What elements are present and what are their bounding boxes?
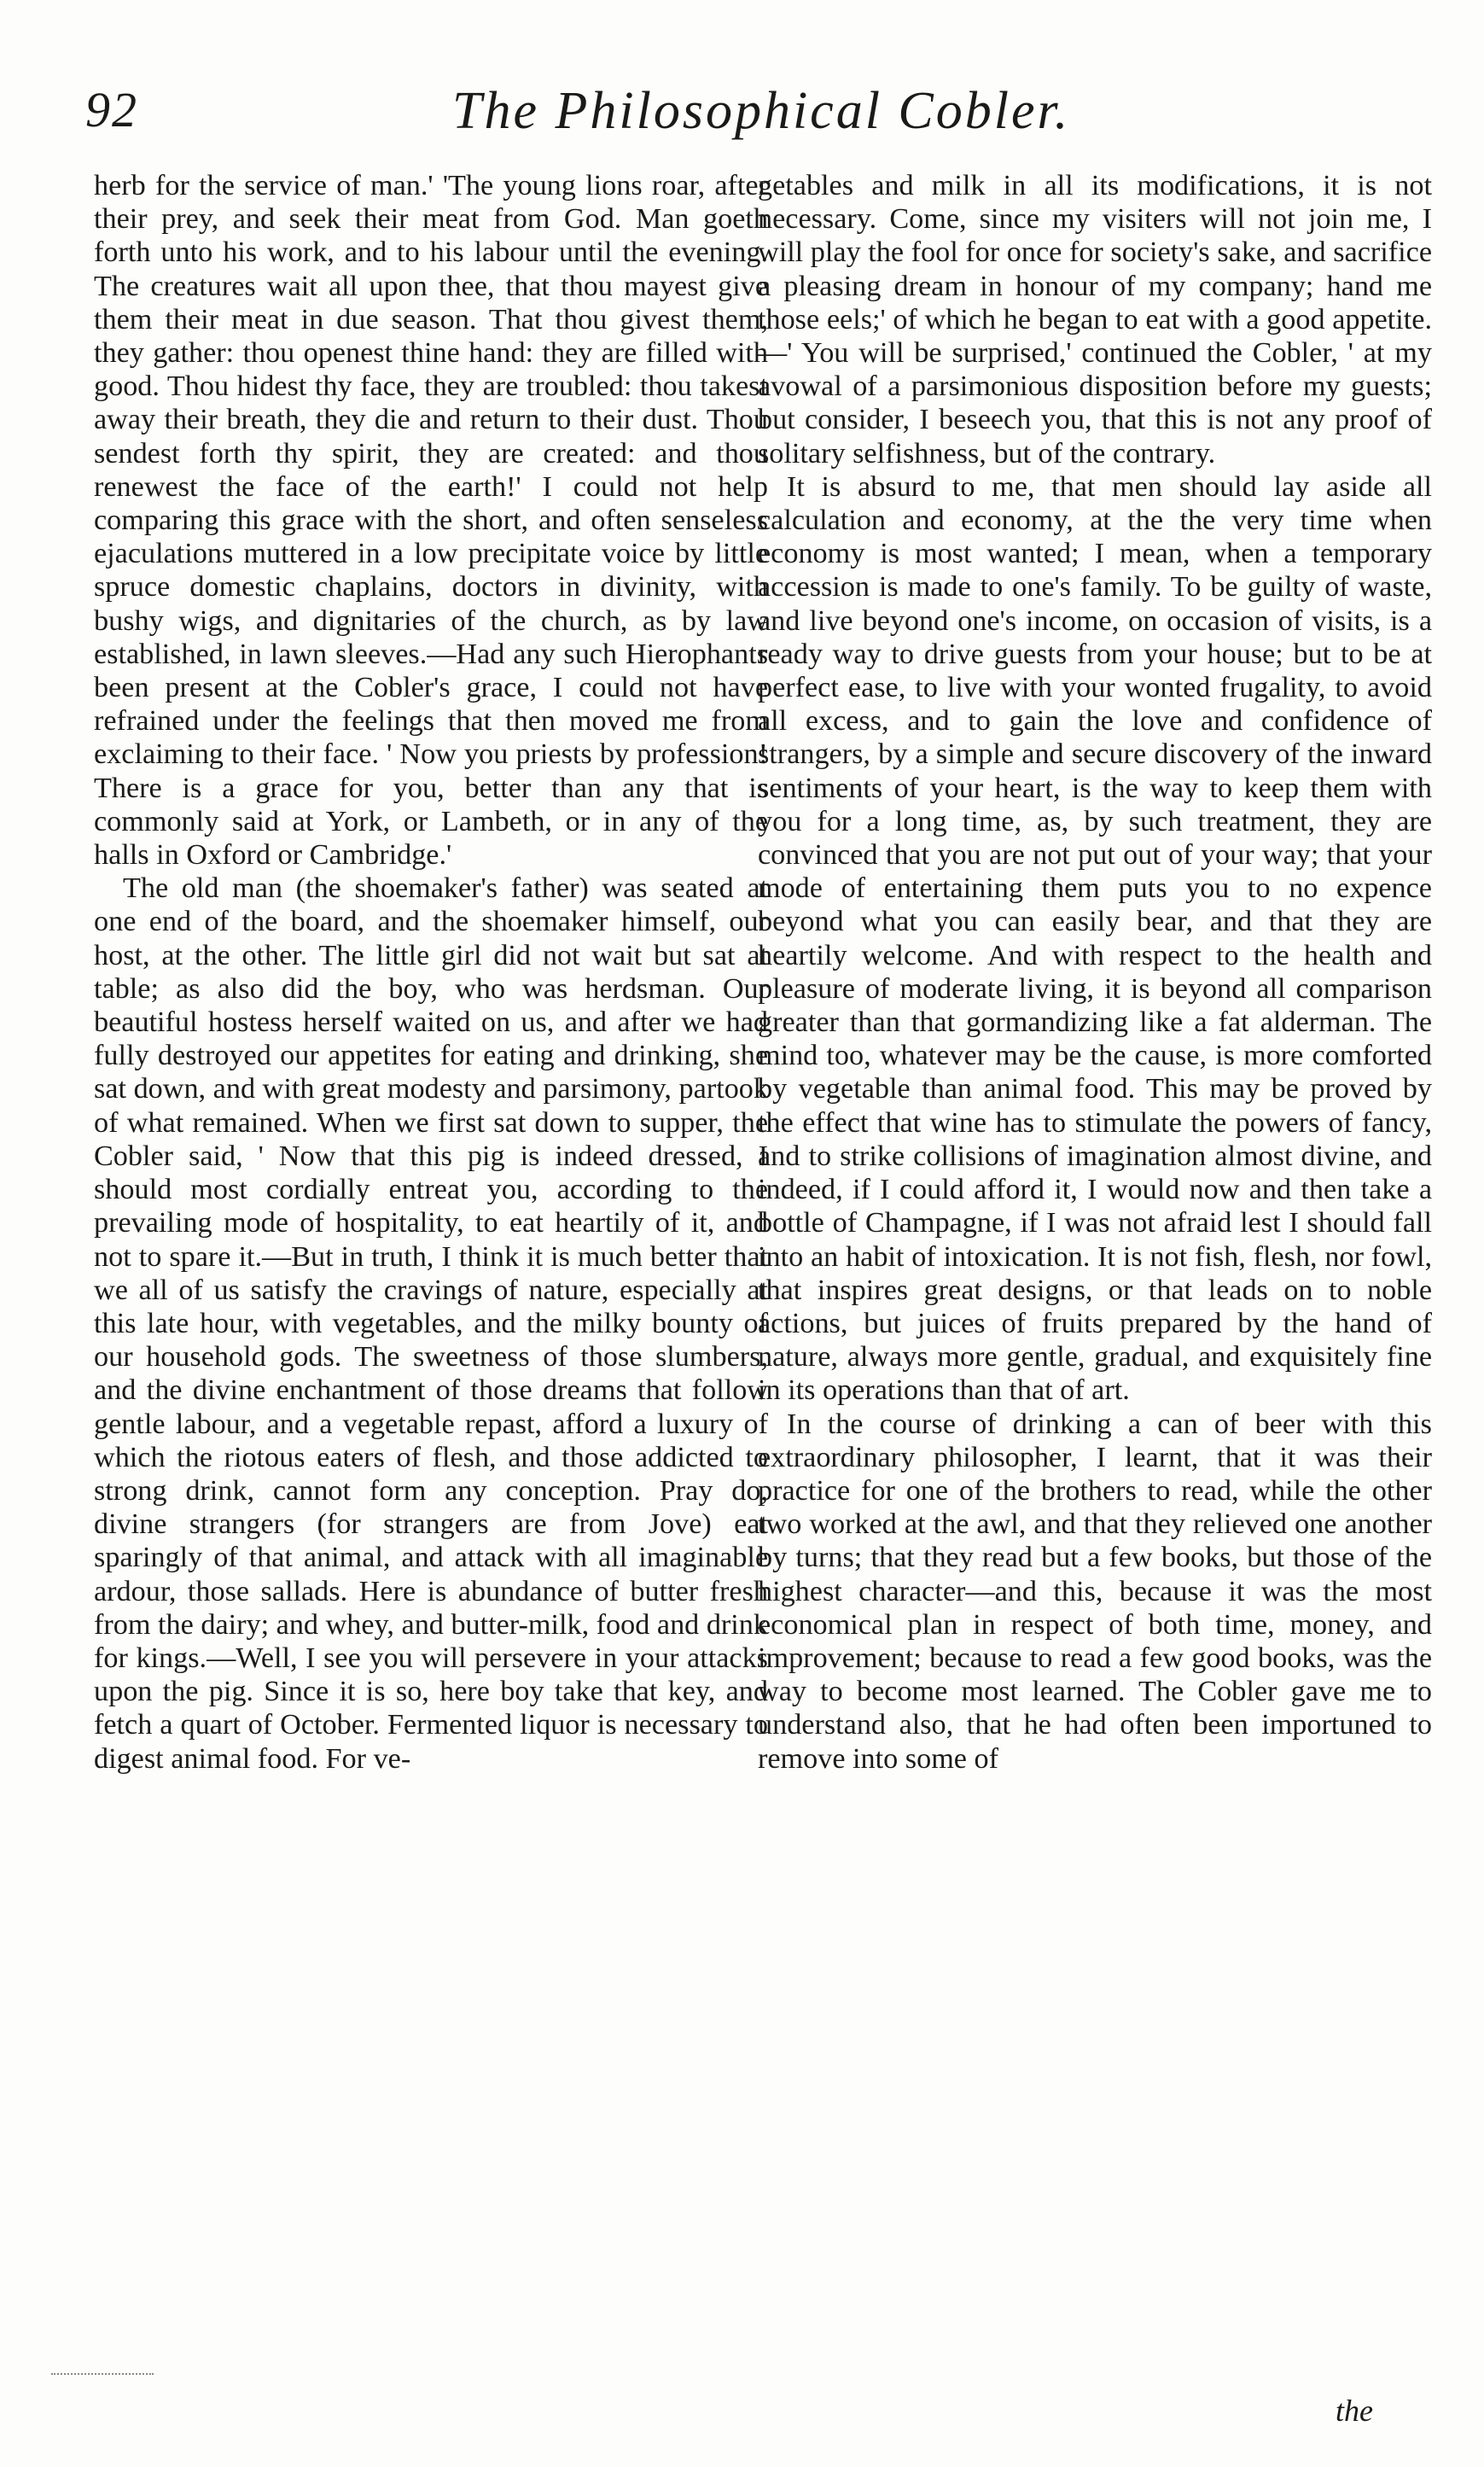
- paragraph: In the course of drinking a can of beer with this extraordinary philosopher, I learnt, that it was their practice for one of the brothers to read, while the other two worked at the awl, and that they relieved one another by turns; that they read but a few books, but those of the highest character—and this, because it was the most economical plan in respect of both time, money, and improvement; because to read a few good books, was the way to become most learned. The Cobler gave me to understand also, that he had often been importuned to remove into some of: [758, 1408, 1432, 1775]
- paragraph: getables and milk in all its modifications, it is not necessary. Come, since my visiters will not join me, I will play the fool for once for society's sake, and sacrifice a pleasing dream in honour of my company; hand me those eels;' of which he began to eat with a good appetite.—' You will be surprised,' continued the Cobler, ' at my avowal of a parsimonious disposition before my guests; but consider, I beseech you, that this is not any proof of solitary selfishness, but of the contrary.: [758, 170, 1432, 469]
- right-column: [758, 169, 1432, 1776]
- print-artifact: [51, 2373, 154, 2400]
- catchword: the: [1336, 2394, 1373, 2428]
- page-number: 92: [85, 82, 138, 137]
- left-column: [94, 169, 768, 1776]
- paragraph: herb for the service of man.' 'The young lions roar, after their prey, and seek their meat from God. Man goeth forth unto his work, and to his labour until the evening. The creatures wait all upon thee, that thou mayest give them their meat in due season. That thou givest them, they gather: thou openest thine hand: they are filled with good. Thou hidest thy face, they are troubled: thou takest away their breath, they die and return to their dust. Thou sendest forth thy spirit, they are created: and thou renewest the face of the earth!' I could not help comparing this grace with the short, and often senseless ejaculations muttered in a low precipitate voice by little spruce domestic chaplains, doctors in divinity, with bushy wigs, and dignitaries of the church, as by law established, in lawn sleeves.—Had any such Hierophants been present at the Cobler's grace, I could not have refrained under the feelings that then moved me from exclaiming to their face. ' Now you priests by profession! There is a grace for you, better than any that is commonly said at York, or Lambeth, or in any of the halls in Oxford or Cambridge.': [94, 170, 768, 872]
- page-header: [85, 81, 1400, 149]
- paragraph: The old man (the shoemaker's father) was seated at one end of the board, and the shoemaker himself, our host, at the other. The little girl did not wait but sat at table; as also did the boy, who was herdsman. Our beautiful hostess herself waited on us, and after we had fully destroyed our appetites for eating and drinking, she sat down, and with great modesty and parsimony, partook of what remained. When we first sat down to supper, the Cobler said, ' Now that this pig is indeed dressed, I should most cordially entreat you, according to the prevailing mode of hospitality, to eat heartily of it, and not to spare it.—But in truth, I think it is much better that we all of us satisfy the cravings of nature, especially at this late hour, with vegetables, and the milky bounty of our household gods. The sweetness of those slumbers, and the divine enchantment of those dreams that follow gentle labour, and a vegetable repast, afford a luxury of which the riotous eaters of flesh, and those addicted to strong drink, cannot form any conception. Pray do, divine strangers (for strangers are from Jove) eat sparingly of that animal, and attack with all imaginable ardour, those sallads. Here is abundance of butter fresh from the dairy; and whey, and butter-milk, food and drink for kings.—Well, I see you will persevere in your attacks upon the pig. Since it is so, here boy take that key, and fetch a quart of October. Fermented liquor is necessary to digest animal food. For ve-: [94, 872, 768, 1775]
- paragraph: It is absurd to me, that men should lay aside all calculation and economy, at the the very time when economy is most wanted; I mean, when a temporary accession is made to one's family. To be guilty of waste, and live beyond one's income, on occasion of visits, is a ready way to drive guests from your house; but to be at perfect ease, to live with your wonted frugality, to avoid all excess, and to gain the love and confidence of strangers, by a simple and secure discovery of the inward sentiments of your heart, is the way to keep them with you for a long time, as, by such treatment, they are convinced that you are not put out of your way; that your mode of entertaining them puts you to no expence beyond what you can easily bear, and that they are heartily welcome. And with respect to the health and pleasure of moderate living, it is beyond all comparison greater than that gormandizing like a fat alderman. The mind too, whatever may be the cause, is more comforted by vegetable than animal food. This may be proved by the effect that wine has to stimulate the powers of fancy, and to strike collisions of imagination almost divine, and indeed, if I could afford it, I would now and then take a bottle of Champagne, if I was not afraid lest I should fall into an habit of intoxication. It is not fish, flesh, nor fowl, that inspires great designs, or that leads on to noble actions, but juices of fruits prepared by the hand of nature, always more gentle, gradual, and exquisitely fine in its operations than that of art.: [758, 470, 1432, 1407]
- running-title: The Philosophical Cobler.: [452, 82, 1071, 140]
